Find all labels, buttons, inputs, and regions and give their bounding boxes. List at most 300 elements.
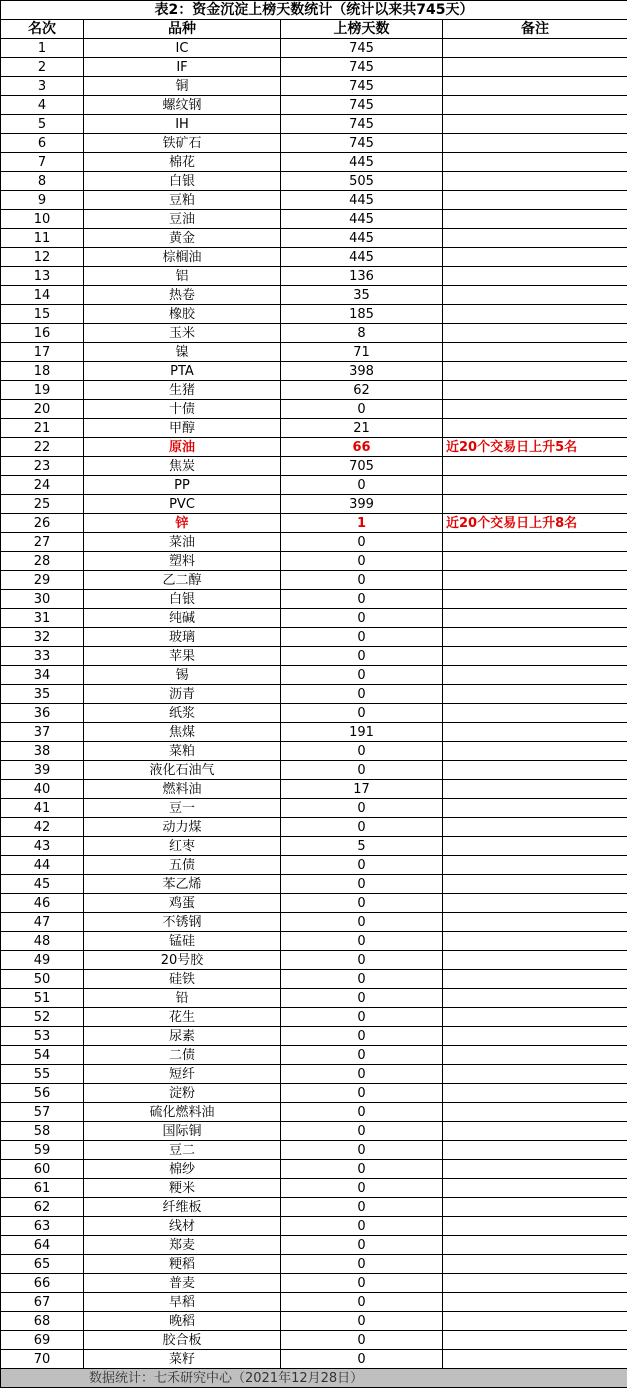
- cell-rank: 28: [1, 552, 84, 571]
- cell-rank: 22: [1, 438, 84, 457]
- header-days: 上榜天数: [281, 20, 443, 39]
- table-row: [1, 191, 627, 210]
- cell-note: [443, 609, 627, 628]
- cell-name: 白银: [84, 172, 281, 191]
- cell-days: 0: [281, 1160, 443, 1179]
- cell-name: 动力煤: [84, 818, 281, 837]
- cell-rank: 67: [1, 1293, 84, 1312]
- cell-days: 0: [281, 894, 443, 913]
- cell-rank: 45: [1, 875, 84, 894]
- cell-note: [443, 1236, 627, 1255]
- cell-days: 0: [281, 685, 443, 704]
- cell-rank: 37: [1, 723, 84, 742]
- cell-rank: 33: [1, 647, 84, 666]
- table-row: [1, 267, 627, 286]
- cell-name: 豆油: [84, 210, 281, 229]
- cell-days: 0: [281, 609, 443, 628]
- cell-name: 甲醇: [84, 419, 281, 438]
- cell-note: [443, 210, 627, 229]
- cell-rank: 35: [1, 685, 84, 704]
- cell-note: [443, 989, 627, 1008]
- cell-rank: 47: [1, 913, 84, 932]
- cell-name: 尿素: [84, 1027, 281, 1046]
- cell-name: 国际铜: [84, 1122, 281, 1141]
- cell-name: 菜油: [84, 533, 281, 552]
- table-row: [1, 1217, 627, 1236]
- cell-days: 0: [281, 1198, 443, 1217]
- table-row: [1, 780, 627, 799]
- cell-rank: 32: [1, 628, 84, 647]
- cell-rank: 20: [1, 400, 84, 419]
- cell-days: 191: [281, 723, 443, 742]
- cell-days: 0: [281, 400, 443, 419]
- cell-days: 0: [281, 1255, 443, 1274]
- cell-note: [443, 172, 627, 191]
- table-row: [1, 894, 627, 913]
- cell-rank: 50: [1, 970, 84, 989]
- table-row: [1, 229, 627, 248]
- cell-days: 0: [281, 1084, 443, 1103]
- cell-name: 玉米: [84, 324, 281, 343]
- cell-days: 0: [281, 818, 443, 837]
- table-row: [1, 666, 627, 685]
- cell-note: [443, 267, 627, 286]
- cell-note: [443, 96, 627, 115]
- table-row: [1, 951, 627, 970]
- cell-note: [443, 381, 627, 400]
- table-row: [1, 1255, 627, 1274]
- table-row: [1, 1103, 627, 1122]
- cell-rank: 42: [1, 818, 84, 837]
- cell-name: 纤维板: [84, 1198, 281, 1217]
- cell-days: 505: [281, 172, 443, 191]
- cell-rank: 34: [1, 666, 84, 685]
- table-row: [1, 495, 627, 514]
- cell-note: [443, 1046, 627, 1065]
- cell-rank: 8: [1, 172, 84, 191]
- cell-note: [443, 742, 627, 761]
- cell-name: 锌: [84, 514, 281, 533]
- table-row: [1, 761, 627, 780]
- footer-note: 数据统计：七禾研究中心（2021年12月28日）: [1, 1369, 627, 1388]
- cell-days: 185: [281, 305, 443, 324]
- cell-rank: 64: [1, 1236, 84, 1255]
- cell-name: 红枣: [84, 837, 281, 856]
- cell-note: [443, 704, 627, 723]
- cell-name: 郑麦: [84, 1236, 281, 1255]
- table-row: [1, 742, 627, 761]
- table-row: [1, 39, 627, 58]
- table-row: [1, 1274, 627, 1293]
- cell-rank: 40: [1, 780, 84, 799]
- cell-note: [443, 134, 627, 153]
- cell-name: 铝: [84, 267, 281, 286]
- cell-rank: 15: [1, 305, 84, 324]
- cell-name: 普麦: [84, 1274, 281, 1293]
- cell-rank: 52: [1, 1008, 84, 1027]
- cell-note: [443, 875, 627, 894]
- cell-name: 五债: [84, 856, 281, 875]
- table-row: [1, 153, 627, 172]
- cell-rank: 69: [1, 1331, 84, 1350]
- cell-note: [443, 58, 627, 77]
- cell-rank: 55: [1, 1065, 84, 1084]
- cell-name: IF: [84, 58, 281, 77]
- cell-rank: 13: [1, 267, 84, 286]
- cell-note: [443, 1160, 627, 1179]
- cell-days: 5: [281, 837, 443, 856]
- cell-note: [443, 1084, 627, 1103]
- cell-days: 62: [281, 381, 443, 400]
- cell-rank: 38: [1, 742, 84, 761]
- cell-days: 0: [281, 1141, 443, 1160]
- cell-days: 71: [281, 343, 443, 362]
- cell-days: 136: [281, 267, 443, 286]
- table-row: [1, 989, 627, 1008]
- table-row: [1, 552, 627, 571]
- cell-name: 橡胶: [84, 305, 281, 324]
- cell-days: 0: [281, 761, 443, 780]
- cell-rank: 16: [1, 324, 84, 343]
- cell-note: [443, 856, 627, 875]
- cell-rank: 66: [1, 1274, 84, 1293]
- cell-name: 锡: [84, 666, 281, 685]
- cell-days: 445: [281, 229, 443, 248]
- cell-rank: 56: [1, 1084, 84, 1103]
- cell-name: 棉花: [84, 153, 281, 172]
- cell-rank: 31: [1, 609, 84, 628]
- cell-days: 745: [281, 39, 443, 58]
- cell-note: [443, 77, 627, 96]
- cell-rank: 5: [1, 115, 84, 134]
- cell-note: [443, 628, 627, 647]
- cell-note: [443, 229, 627, 248]
- cell-note: [443, 153, 627, 172]
- table-row: [1, 1122, 627, 1141]
- cell-days: 0: [281, 1312, 443, 1331]
- cell-note: [443, 837, 627, 856]
- cell-rank: 58: [1, 1122, 84, 1141]
- cell-note: [443, 1103, 627, 1122]
- cell-days: 0: [281, 742, 443, 761]
- cell-days: 0: [281, 799, 443, 818]
- cell-name: 焦煤: [84, 723, 281, 742]
- cell-rank: 61: [1, 1179, 84, 1198]
- table-row: [1, 96, 627, 115]
- header-name: 品种: [84, 20, 281, 39]
- cell-days: 745: [281, 96, 443, 115]
- table-row: [1, 400, 627, 419]
- cell-name: 不锈钢: [84, 913, 281, 932]
- cell-note: [443, 1255, 627, 1274]
- table-row: [1, 457, 627, 476]
- cell-name: 纯碱: [84, 609, 281, 628]
- cell-note: [443, 666, 627, 685]
- cell-rank: 18: [1, 362, 84, 381]
- cell-name: 鸡蛋: [84, 894, 281, 913]
- cell-days: 0: [281, 476, 443, 495]
- cell-note: [443, 476, 627, 495]
- table-row: [1, 647, 627, 666]
- table-row: [1, 381, 627, 400]
- cell-days: 0: [281, 704, 443, 723]
- table-row: [1, 590, 627, 609]
- cell-rank: 49: [1, 951, 84, 970]
- cell-rank: 17: [1, 343, 84, 362]
- table-row: [1, 1179, 627, 1198]
- cell-name: 晚稻: [84, 1312, 281, 1331]
- cell-days: 0: [281, 1027, 443, 1046]
- cell-note: [443, 913, 627, 932]
- cell-days: 0: [281, 1122, 443, 1141]
- cell-days: 0: [281, 1236, 443, 1255]
- cell-days: 0: [281, 571, 443, 590]
- cell-rank: 30: [1, 590, 84, 609]
- table-row: [1, 970, 627, 989]
- cell-days: 0: [281, 628, 443, 647]
- cell-days: 0: [281, 951, 443, 970]
- cell-name: 焦炭: [84, 457, 281, 476]
- table-row: [1, 628, 627, 647]
- cell-note: [443, 1065, 627, 1084]
- cell-days: 0: [281, 875, 443, 894]
- cell-rank: 53: [1, 1027, 84, 1046]
- cell-days: 0: [281, 1179, 443, 1198]
- cell-note: 近20个交易日上升5名: [443, 438, 627, 457]
- table-row: [1, 172, 627, 191]
- cell-note: [443, 1274, 627, 1293]
- footer-row: [1, 1369, 627, 1388]
- cell-days: 0: [281, 1293, 443, 1312]
- table-title: 表2：资金沉淀上榜天数统计（统计以来共745天）: [1, 1, 627, 20]
- cell-days: 0: [281, 647, 443, 666]
- cell-note: [443, 1122, 627, 1141]
- cell-rank: 11: [1, 229, 84, 248]
- cell-name: 白银: [84, 590, 281, 609]
- cell-rank: 54: [1, 1046, 84, 1065]
- cell-days: 17: [281, 780, 443, 799]
- cell-note: [443, 951, 627, 970]
- table-row: [1, 115, 627, 134]
- table-row: [1, 419, 627, 438]
- cell-name: 硅铁: [84, 970, 281, 989]
- table-row: [1, 856, 627, 875]
- cell-days: 1: [281, 514, 443, 533]
- table-row: [1, 1141, 627, 1160]
- cell-note: [443, 571, 627, 590]
- cell-days: 745: [281, 77, 443, 96]
- cell-days: 0: [281, 1103, 443, 1122]
- table-row: [1, 1046, 627, 1065]
- cell-rank: 62: [1, 1198, 84, 1217]
- cell-rank: 51: [1, 989, 84, 1008]
- cell-name: 铜: [84, 77, 281, 96]
- cell-name: 硫化燃料油: [84, 1103, 281, 1122]
- cell-rank: 21: [1, 419, 84, 438]
- cell-name: 螺纹钢: [84, 96, 281, 115]
- cell-rank: 43: [1, 837, 84, 856]
- cell-name: 纸浆: [84, 704, 281, 723]
- cell-days: 21: [281, 419, 443, 438]
- cell-days: 745: [281, 115, 443, 134]
- cell-name: 菜籽: [84, 1350, 281, 1369]
- cell-name: PTA: [84, 362, 281, 381]
- cell-rank: 70: [1, 1350, 84, 1369]
- cell-note: [443, 723, 627, 742]
- cell-rank: 19: [1, 381, 84, 400]
- cell-rank: 3: [1, 77, 84, 96]
- cell-rank: 68: [1, 1312, 84, 1331]
- table-row: [1, 704, 627, 723]
- table-row: [1, 685, 627, 704]
- cell-name: 沥青: [84, 685, 281, 704]
- cell-note: 近20个交易日上升8名: [443, 514, 627, 533]
- table-row: [1, 1084, 627, 1103]
- cell-days: 0: [281, 970, 443, 989]
- cell-name: 胶合板: [84, 1331, 281, 1350]
- cell-note: [443, 1198, 627, 1217]
- cell-note: [443, 894, 627, 913]
- table-row: [1, 1065, 627, 1084]
- cell-name: 苹果: [84, 647, 281, 666]
- cell-days: 0: [281, 989, 443, 1008]
- cell-note: [443, 761, 627, 780]
- table-row: [1, 799, 627, 818]
- cell-days: 0: [281, 552, 443, 571]
- cell-rank: 6: [1, 134, 84, 153]
- cell-rank: 7: [1, 153, 84, 172]
- table-row: [1, 343, 627, 362]
- cell-days: 0: [281, 856, 443, 875]
- table-row: [1, 248, 627, 267]
- cell-days: 66: [281, 438, 443, 457]
- table-row: [1, 1160, 627, 1179]
- cell-rank: 39: [1, 761, 84, 780]
- cell-note: [443, 1331, 627, 1350]
- cell-days: 705: [281, 457, 443, 476]
- cell-days: 445: [281, 248, 443, 267]
- table-row: [1, 514, 627, 533]
- cell-rank: 36: [1, 704, 84, 723]
- cell-name: 棉纱: [84, 1160, 281, 1179]
- cell-days: 399: [281, 495, 443, 514]
- table-row: [1, 533, 627, 552]
- table-row: [1, 1027, 627, 1046]
- cell-note: [443, 970, 627, 989]
- cell-days: 745: [281, 134, 443, 153]
- cell-rank: 29: [1, 571, 84, 590]
- cell-days: 0: [281, 932, 443, 951]
- cell-note: [443, 39, 627, 58]
- cell-note: [443, 362, 627, 381]
- cell-name: PVC: [84, 495, 281, 514]
- cell-days: 0: [281, 666, 443, 685]
- header-rank: 名次: [1, 20, 84, 39]
- cell-rank: 41: [1, 799, 84, 818]
- cell-note: [443, 799, 627, 818]
- table-row: [1, 210, 627, 229]
- table-row: [1, 837, 627, 856]
- cell-note: [443, 780, 627, 799]
- cell-rank: 44: [1, 856, 84, 875]
- cell-note: [443, 305, 627, 324]
- cell-days: 445: [281, 191, 443, 210]
- table-row: [1, 134, 627, 153]
- header-row: [1, 20, 627, 39]
- table-row: [1, 1331, 627, 1350]
- cell-note: [443, 1293, 627, 1312]
- cell-days: 0: [281, 1217, 443, 1236]
- cell-name: 锰硅: [84, 932, 281, 951]
- cell-name: IH: [84, 115, 281, 134]
- cell-days: 398: [281, 362, 443, 381]
- cell-note: [443, 248, 627, 267]
- cell-note: [443, 1312, 627, 1331]
- cell-rank: 2: [1, 58, 84, 77]
- cell-name: 塑料: [84, 552, 281, 571]
- cell-name: PP: [84, 476, 281, 495]
- cell-note: [443, 191, 627, 210]
- cell-note: [443, 324, 627, 343]
- table-row: [1, 932, 627, 951]
- cell-name: 棕榈油: [84, 248, 281, 267]
- table-row: [1, 324, 627, 343]
- table-row: [1, 1312, 627, 1331]
- table-row: [1, 913, 627, 932]
- cell-days: 0: [281, 533, 443, 552]
- cell-rank: 57: [1, 1103, 84, 1122]
- cell-days: 0: [281, 913, 443, 932]
- cell-name: 粳米: [84, 1179, 281, 1198]
- cell-name: IC: [84, 39, 281, 58]
- cell-name: 早稻: [84, 1293, 281, 1312]
- cell-note: [443, 552, 627, 571]
- cell-rank: 12: [1, 248, 84, 267]
- cell-name: 粳稻: [84, 1255, 281, 1274]
- cell-name: 玻璃: [84, 628, 281, 647]
- cell-note: [443, 647, 627, 666]
- cell-days: 0: [281, 1008, 443, 1027]
- cell-note: [443, 457, 627, 476]
- cell-days: 0: [281, 1046, 443, 1065]
- cell-days: 0: [281, 1350, 443, 1369]
- cell-note: [443, 419, 627, 438]
- cell-note: [443, 1141, 627, 1160]
- cell-name: 生猪: [84, 381, 281, 400]
- cell-rank: 24: [1, 476, 84, 495]
- table-row: [1, 1236, 627, 1255]
- table-row: [1, 362, 627, 381]
- table-row: [1, 1293, 627, 1312]
- table-row: [1, 77, 627, 96]
- cell-days: 445: [281, 210, 443, 229]
- table-row: [1, 438, 627, 457]
- table-row: [1, 286, 627, 305]
- cell-name: 花生: [84, 1008, 281, 1027]
- table-row: [1, 723, 627, 742]
- cell-rank: 14: [1, 286, 84, 305]
- cell-name: 豆粕: [84, 191, 281, 210]
- cell-note: [443, 818, 627, 837]
- cell-name: 20号胶: [84, 951, 281, 970]
- cell-rank: 1: [1, 39, 84, 58]
- cell-days: 0: [281, 1274, 443, 1293]
- cell-note: [443, 1027, 627, 1046]
- title-row: [1, 1, 627, 20]
- cell-name: 苯乙烯: [84, 875, 281, 894]
- cell-rank: 27: [1, 533, 84, 552]
- header-note: 备注: [443, 20, 627, 39]
